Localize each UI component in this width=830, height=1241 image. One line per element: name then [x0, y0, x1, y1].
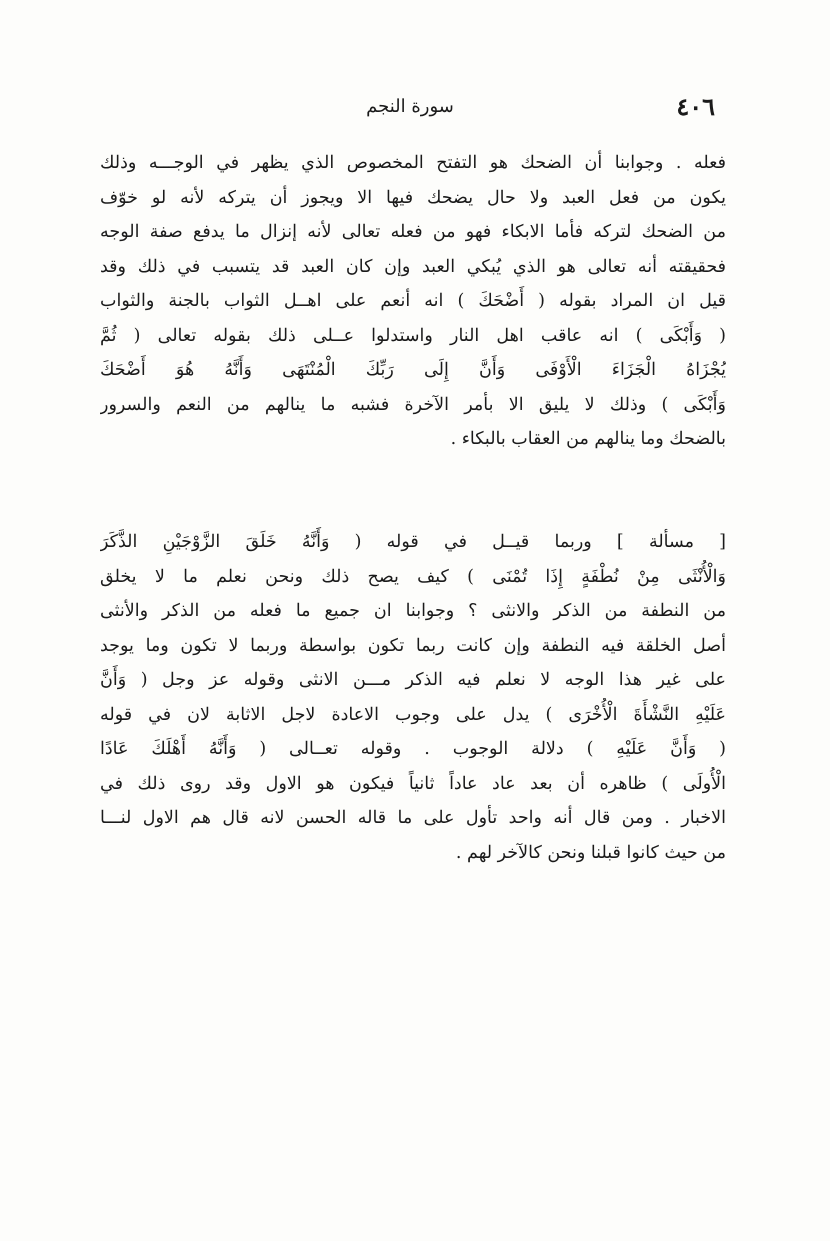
paragraph-1 [100, 146, 726, 457]
text-line: يكون من فعل العبد ولا حال يضحك فيها الا ويجوز أن يتركه لأنه لو خوّف [100, 187, 726, 208]
text-line: من الضحك لتركه فأما الابكاء فهو من فعله تعالى لأنه إنزال ما يدفع صفة الوجه [100, 222, 726, 242]
text-line: على غير هذا الوجه لا نعلم فيه الذكر مـــن الانثى وقوله عز وجل ( وَأَنَّ [100, 670, 726, 690]
running-head [105, 92, 715, 132]
text-line: أصل الخلقة فيه النطفة وإن كانت ربما تكون بواسطة وربما لا تكون وما يوجد [100, 635, 726, 656]
text-line: ( وَأَنَّ عَلَيْهِ ) دلالة الوجوب . وقوله تعــالى ( وَأَنَّهُ أَهْلَكَ عَادًا [100, 739, 726, 759]
text-line: عَلَيْهِ النَّشْأَةَ الْأُخْرَى ) يدل على وجوب الاعادة لاجل الاثابة لان في قوله [100, 704, 726, 725]
text-line: وَأَبْكَى ) وذلك لا يليق الا بأمر الآخرة فشبه ما ينالهم من النعم والسرور [100, 394, 726, 415]
surah-title: سورة النجم [366, 96, 454, 117]
text-line: الاخبار . ومن قال أنه واحد تأول على ما قاله الحسن لانه قال هم الاول لنـــا [100, 808, 726, 828]
text-line: ( وَأَبْكَى ) انه عاقب اهل النار واستدلوا عــلى ذلك بقوله تعالى ( ثُمَّ [100, 325, 726, 346]
paragraph-2 [100, 525, 726, 870]
text-line: [ مسألة ] وربما قيــل في قوله ( وَأَنَّهُ خَلَقَ الزَّوْجَيْنِ الذَّكَرَ [100, 532, 726, 552]
text-line: فحقيقته أنه تعالى هو الذي يُبكي العبد وإن كان العبد قد يتسبب في ذلك وقد [100, 256, 726, 277]
text-line: يُجْزَاهُ الْجَزَاءَ الْأَوْفَى وَأَنَّ إِلَى رَبِّكَ الْمُنْتَهَى وَأَنَّهُ هُوَ أَضْحَكَ [100, 360, 726, 380]
text-line: وَالْأُنْثَى مِنْ نُطْفَةٍ إِذَا تُمْنَى ) كيف يصح ذلك ونحن نعلم ما لا يخلق [100, 566, 726, 587]
text-line: من النطفة من الذكر والانثى ؟ وجوابنا ان جميع ما فعله من الذكر والأنثى [100, 601, 726, 621]
text-line: قيل ان المراد بقوله ( أَضْحَكَ ) انه أنعم على اهــل الثواب بالجنة والثواب [100, 291, 726, 311]
page-number: ٤٠٦ [676, 92, 715, 121]
text-line: من حيث كانوا قبلنا ونحن كالآخر لهم . [455, 842, 726, 863]
text-line: الْأُولَى ) ظاهره أن بعد عاد عاداً ثانياً فيكون هو الاول وقد روى ذلك في [100, 773, 726, 794]
text-line: بالضحك وما ينالهم من العقاب بالبكاء . [450, 429, 726, 449]
text-line: فعله . وجوابنا أن الضحك هو التفتح المخصوص الذي يظهر في الوجـــه وذلك [100, 153, 726, 173]
